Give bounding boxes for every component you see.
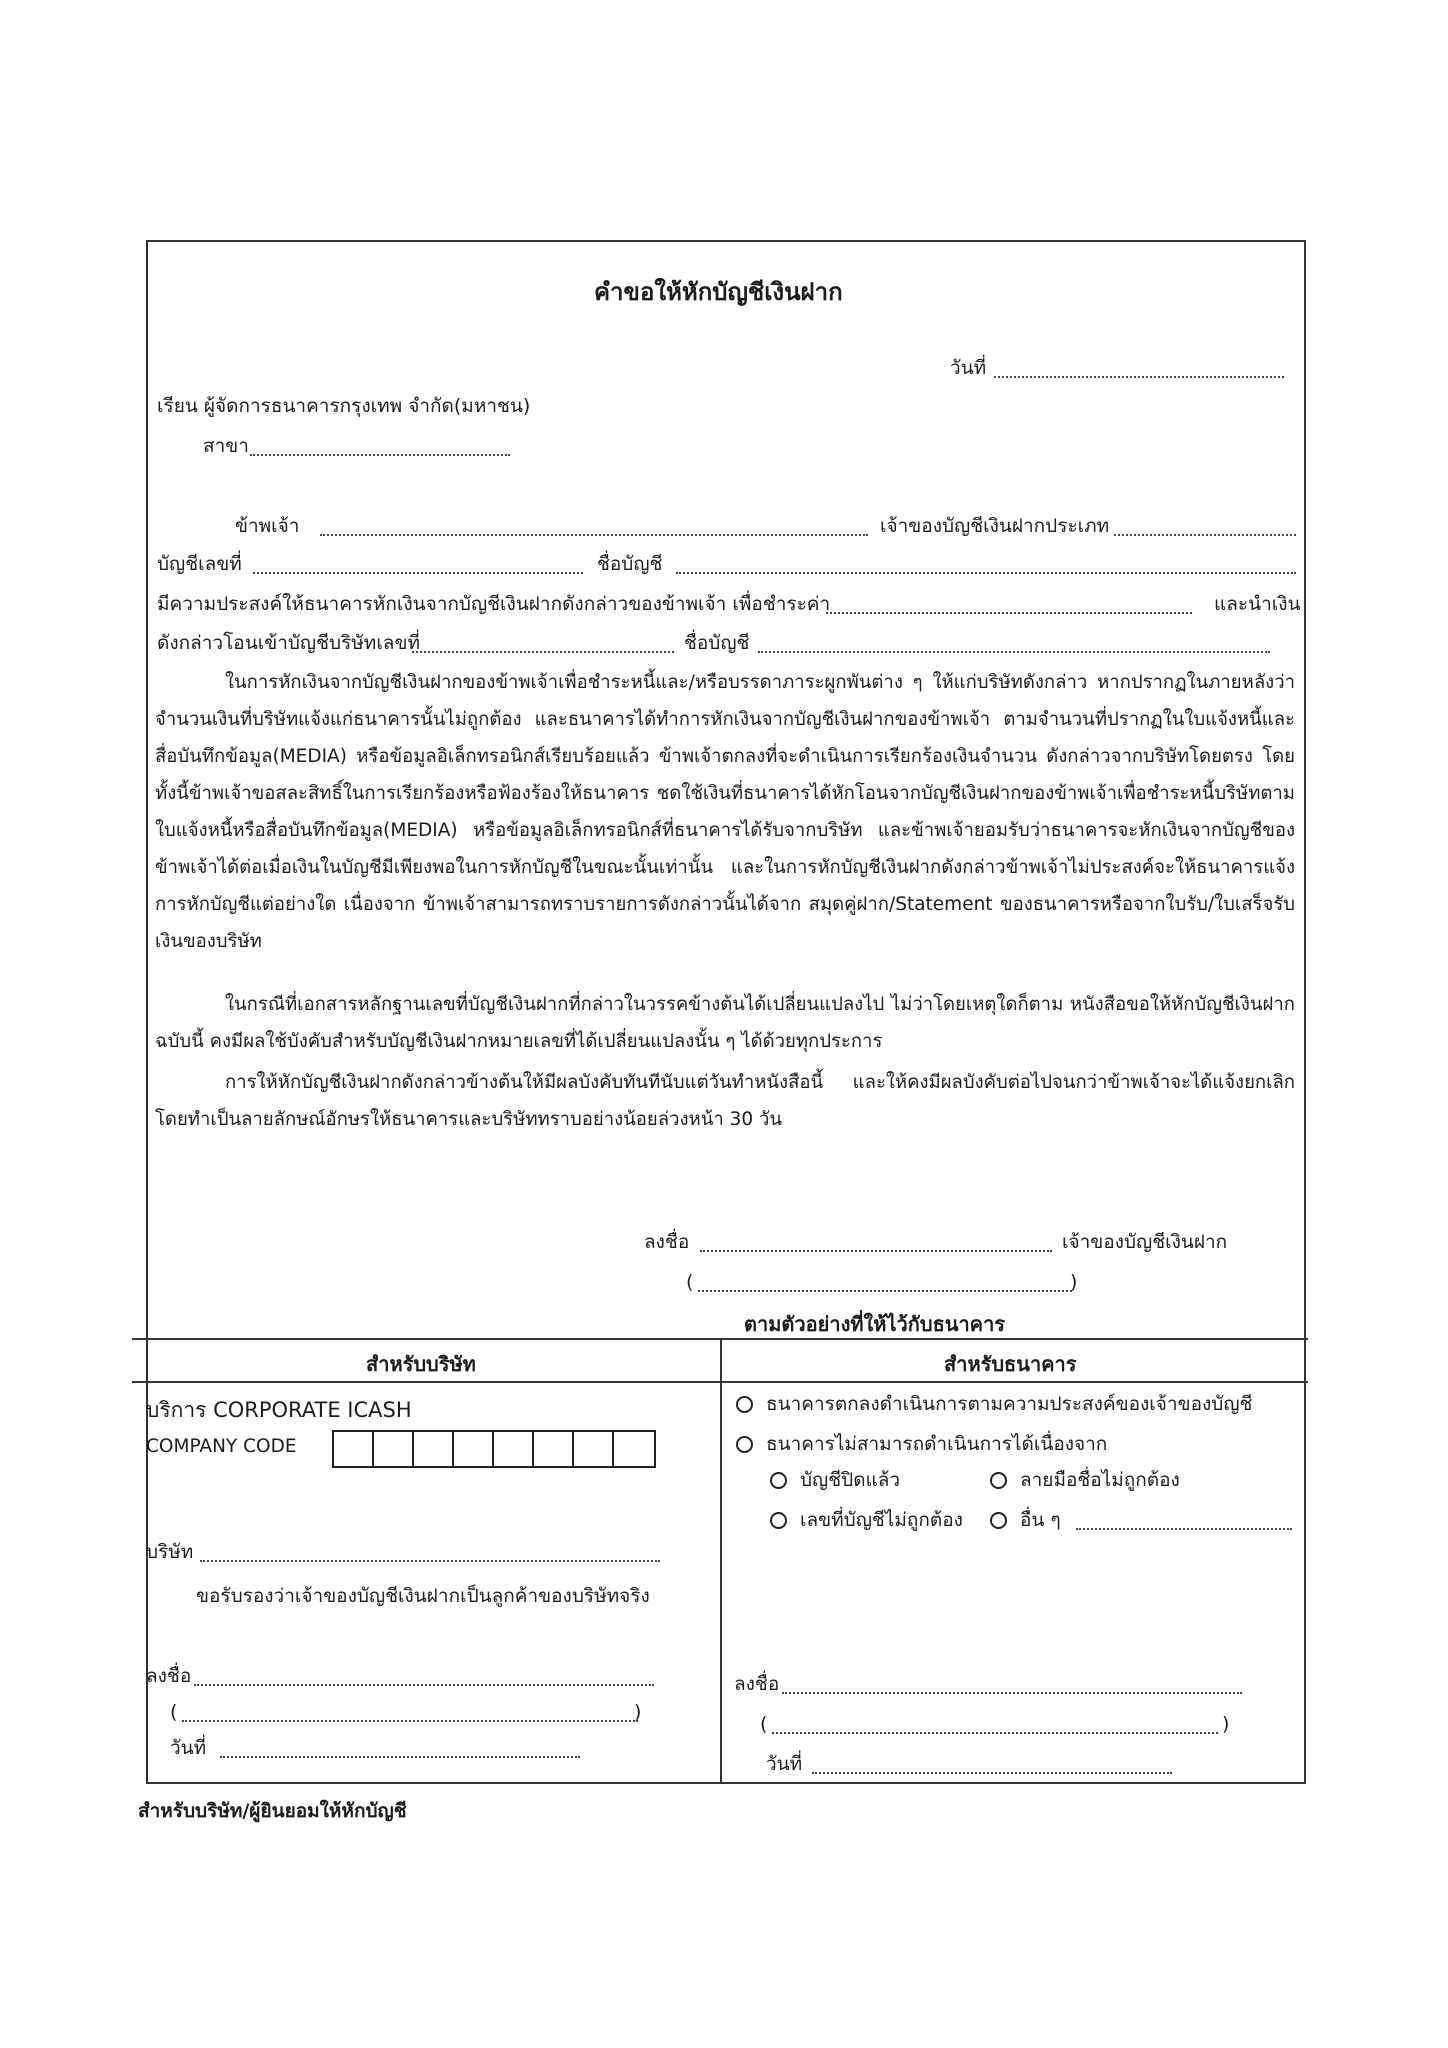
code-cell[interactable] <box>614 1432 654 1466</box>
company-open-paren: ( <box>170 1701 178 1723</box>
account-no-field[interactable] <box>253 572 583 574</box>
code-cell[interactable] <box>454 1432 494 1466</box>
account-type-field[interactable] <box>1114 534 1296 536</box>
paragraph-3 <box>155 1064 1295 1138</box>
date-label: วันที่ <box>950 357 987 379</box>
radio-bank-agree[interactable] <box>736 1396 753 1413</box>
paragraph-1 <box>155 664 1295 960</box>
company-sign-label: ลงชื่อ <box>146 1665 192 1687</box>
company-name-field[interactable] <box>200 1560 660 1562</box>
owner-type-label: เจ้าของบัญชีเงินฝากประเภท <box>880 515 1110 537</box>
owner-sign-label: ลงชื่อ <box>644 1231 690 1253</box>
company-account-name-label: ชื่อบัญชี <box>684 632 750 654</box>
code-cell[interactable] <box>334 1432 374 1466</box>
specimen-note: ตามตัวอย่างที่ให้ไว้กับธนาคาร <box>744 1312 1006 1336</box>
paragraph-2-text: ในกรณีที่เอกสารหลักฐานเลขที่บัญชีเงินฝากที่กล่าวในวรรคข้างต้นได้เปลี่ยนแปลงไป ไม่ว่าโดยเหตุใดก็ตาม หนังสือขอให้หักบัญชีเงินฝากฉบับนี้ คงมีผลใช้บังคับสำหรับบัญชีเงินฝากหมายเลขที่ได้เปลี่ยนแปลงนั้น ๆ ได้ด้วยทุกประการ <box>155 994 1295 1052</box>
reason-account-no-label: เลขที่บัญชีไม่ถูกต้อง <box>800 1509 963 1531</box>
account-no-label: บัญชีเลขที่ <box>157 553 242 575</box>
account-name-field[interactable] <box>676 572 1296 574</box>
purpose-text: มีความประสงค์ให้ธนาคารหักเงินจากบัญชีเงินฝากดังกล่าวของข้าพเจ้า เพื่อชำระค่า <box>157 593 831 615</box>
bank-agree-label: ธนาคารตกลงดำเนินการตามความประสงค์ของเจ้าของบัญชี <box>766 1393 1253 1415</box>
applicant-name-field[interactable] <box>320 534 868 536</box>
reason-closed-label: บัญชีปิดแล้ว <box>800 1469 901 1491</box>
company-account-name-field[interactable] <box>758 651 1270 653</box>
code-cell[interactable] <box>494 1432 534 1466</box>
document-title: คำขอให้หักบัญชีเงินฝาก <box>594 278 843 306</box>
company-date-label: วันที่ <box>170 1737 207 1759</box>
salutation: เรียน ผู้จัดการธนาคารกรุงเทพ จำกัด(มหาชน) <box>157 395 531 417</box>
reason-other-label: อื่น ๆ <box>1020 1509 1061 1531</box>
account-name-label: ชื่อบัญชี <box>597 553 663 575</box>
company-section-header: สำหรับบริษัท <box>366 1352 476 1376</box>
bank-close-paren: ) <box>1222 1713 1230 1735</box>
code-cell[interactable] <box>534 1432 574 1466</box>
purpose-field[interactable] <box>826 612 1192 614</box>
transfer-to-label: ดังกล่าวโอนเข้าบัญชีบริษัทเลขที่ <box>157 632 420 654</box>
owner-close-paren: ) <box>1070 1271 1078 1293</box>
paragraph-1-text: ในการหักเงินจากบัญชีเงินฝากของข้าพเจ้าเพื่อชำระหนี้และ/หรือบรรดาภาระผูกพันต่าง ๆ ให้แก่บริษัทดังกล่าว หากปรากฏในภายหลังว่าจำนวนเงินที่บริษัทแจ้งแก่ธนาคารนั้นไม่ถูกต้อง และธนาคารได้ทำการหักเงินจากบัญชีเงินฝากของข้าพเจ้า ตามจำนวนที่ปรากฏในใบแจ้งหนี้และสื่อบันทึกข้อมูล(MEDIA) หรือข้อมูลอิเล็กทรอนิกส์เรียบร้อยแล้ว ข้าพเจ้าตกลงที่จะดำเนินการเรียกร้องเงินจำนวน ดังกล่าวจากบริษัทโดยตรง โดยทั้งนี้ข้าพเจ้าขอสละสิทธิ์ในการเรียกร้องหรือฟ้องร้องให้ธนาคาร ชดใช้เงินที่ธนาคารได้หักโอนจากบัญชีเงินฝากของข้าพเจ้าเพื่อชำระหนี้บริษัทตามใบแจ้งหนี้หรือสื่อบันทึกข้อมูล(MEDIA) หรือข้อมูลอิเล็กทรอนิกส์ที่ธนาคารได้รับจากบริษัท และข้าพเจ้ายอมรับว่าธนาคารจะหักเงินจากบัญชีของข้าพเจ้าได้ต่อเมื่อเงินในบัญชีมีเพียงพอในการหักบัญชีในขณะนั้นเท่านั้น และในการหักบัญชีเงินฝากดังกล่าวข้าพเจ้าไม่ประสงค์จะให้ธนาคารแจ้งการหักบัญชีแต่อย่างใด เนื่องจาก ข้าพเจ้าสามารถทราบรายการดังกล่าวนั้นได้จาก สมุดคู่ฝาก/Statement ของธนาคารหรือจากใบรับ/ใบเสร็จรับเงินของบริษัท <box>155 672 1295 952</box>
company-account-no-field[interactable] <box>412 651 674 653</box>
radio-reason-account-no[interactable] <box>770 1512 787 1529</box>
radio-reason-other[interactable] <box>990 1512 1007 1529</box>
bank-signature-field[interactable] <box>782 1692 1242 1694</box>
code-cell[interactable] <box>574 1432 614 1466</box>
section-divider <box>720 1338 722 1784</box>
company-code-boxes[interactable] <box>332 1430 656 1468</box>
branch-label: สาขา <box>203 435 249 457</box>
owner-signature-field[interactable] <box>700 1250 1052 1252</box>
branch-field[interactable] <box>250 454 510 456</box>
bank-open-paren: ( <box>760 1713 768 1735</box>
code-cell[interactable] <box>374 1432 414 1466</box>
company-printed-name-field[interactable] <box>182 1720 638 1722</box>
date-field[interactable] <box>994 376 1284 378</box>
owner-open-paren: ( <box>686 1271 694 1293</box>
bank-section-header: สำหรับธนาคาร <box>944 1352 1077 1376</box>
radio-bank-unable[interactable] <box>736 1436 753 1453</box>
footer-note: สำหรับบริษัท/ผู้ยินยอมให้หักบัญชี <box>138 1800 407 1822</box>
applicant-label: ข้าพเจ้า <box>235 515 300 537</box>
bank-date-label: วันที่ <box>766 1753 803 1775</box>
radio-reason-signature[interactable] <box>990 1472 1007 1489</box>
paragraph-3-text: การให้หักบัญชีเงินฝากดังกล่าวข้างต้นให้มีผลบังคับทันทีนับแต่วันทำหนังสือนี้ และให้คงมีผลบังคับต่อไปจนกว่าข้าพเจ้าจะได้แจ้งยกเลิกโดยทำเป็นลายลักษณ์อักษรให้ธนาคารและบริษัททราบอย่างน้อยล่วงหน้า 30 วัน <box>155 1072 1295 1130</box>
and-transfer-text: และนำเงิน <box>1214 593 1301 615</box>
bank-date-field[interactable] <box>812 1772 1172 1774</box>
paragraph-2 <box>155 986 1295 1060</box>
company-close-paren: ) <box>634 1701 642 1723</box>
bank-sign-label: ลงชื่อ <box>734 1673 780 1695</box>
company-name-label: บริษัท <box>146 1541 194 1563</box>
bank-unable-label: ธนาคารไม่สามารถดำเนินการได้เนื่องจาก <box>766 1433 1108 1455</box>
reason-other-field[interactable] <box>1076 1528 1292 1530</box>
service-name: บริการ CORPORATE ICASH <box>146 1398 412 1422</box>
radio-reason-closed[interactable] <box>770 1472 787 1489</box>
reason-signature-label: ลายมือชื่อไม่ถูกต้อง <box>1020 1469 1180 1491</box>
certify-text: ขอรับรองว่าเจ้าของบัญชีเงินฝากเป็นลูกค้าของบริษัทจริง <box>196 1585 650 1607</box>
bank-printed-name-field[interactable] <box>772 1732 1218 1734</box>
company-date-field[interactable] <box>220 1756 580 1758</box>
code-cell[interactable] <box>414 1432 454 1466</box>
owner-printed-name-field[interactable] <box>698 1290 1072 1292</box>
company-code-label: COMPANY CODE <box>146 1436 297 1457</box>
company-signature-field[interactable] <box>194 1684 654 1686</box>
owner-title-label: เจ้าของบัญชีเงินฝาก <box>1062 1231 1228 1253</box>
